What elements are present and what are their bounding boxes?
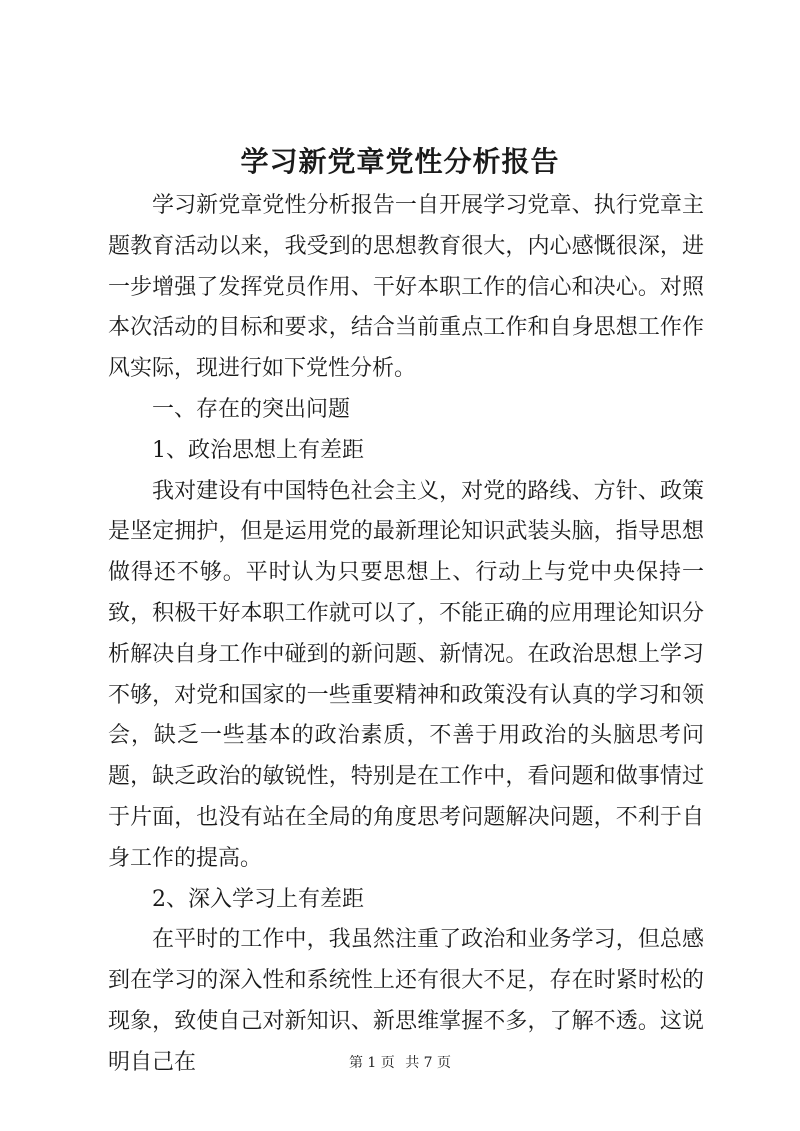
deep-study-paragraph: 在平时的工作中，我虽然注重了政治和业务学习，但总感到在学习的深入性和系统性上还有很大不足，存在时紧时松的现象，致使自己对新知识、新思维掌握不多，了解不透。这说明自己在 <box>108 927 704 1075</box>
page-number: 第 1 页 <box>348 1055 395 1071</box>
political-thought-paragraph: 我对建设有中国特色社会主义，对党的路线、方针、政策是坚定拥护，但是运用党的最新理论知识武装头脑，指导思想做得还不够。平时认为只要思想上、行动上与党中央保持一致，积极干好本职工作就可以了，不能正确的应用理论知识分析解决自身工作中碰到的新问题、新情况。在政治思想上学习不够，对党和国家的一些重要精神和政策没有认真的学习和领会，缺乏一些基本的政治素质，不善于用政治的头脑思考问题，缺乏政治的敏锐性，特别是在工作中，看问题和做事情过于片面，也没有站在全局的角度思考问题解决问题，不利于自身工作的提高。 <box>108 478 704 871</box>
subheading-political-thought: 1、政治思想上有差距 <box>152 437 364 463</box>
subheading-deep-study: 2、深入学习上有差距 <box>152 886 364 912</box>
page-footer <box>0 1052 800 1072</box>
document-title: 学习新党章党性分析报告 <box>240 145 560 178</box>
section-heading-problems: 一、存在的突出问题 <box>152 396 351 422</box>
page-total: 共 7 页 <box>405 1055 452 1071</box>
document-body <box>108 186 704 1084</box>
intro-paragraph: 学习新党章党性分析报告一自开展学习党章、执行党章主题教育活动以来，我受到的思想教育很大，内心感慨很深，进一步增强了发挥党员作用、干好本职工作的信心和决心。对照本次活动的目标和要求，结合当前重点工作和自身思想工作作风实际，现进行如下党性分析。 <box>108 193 704 382</box>
